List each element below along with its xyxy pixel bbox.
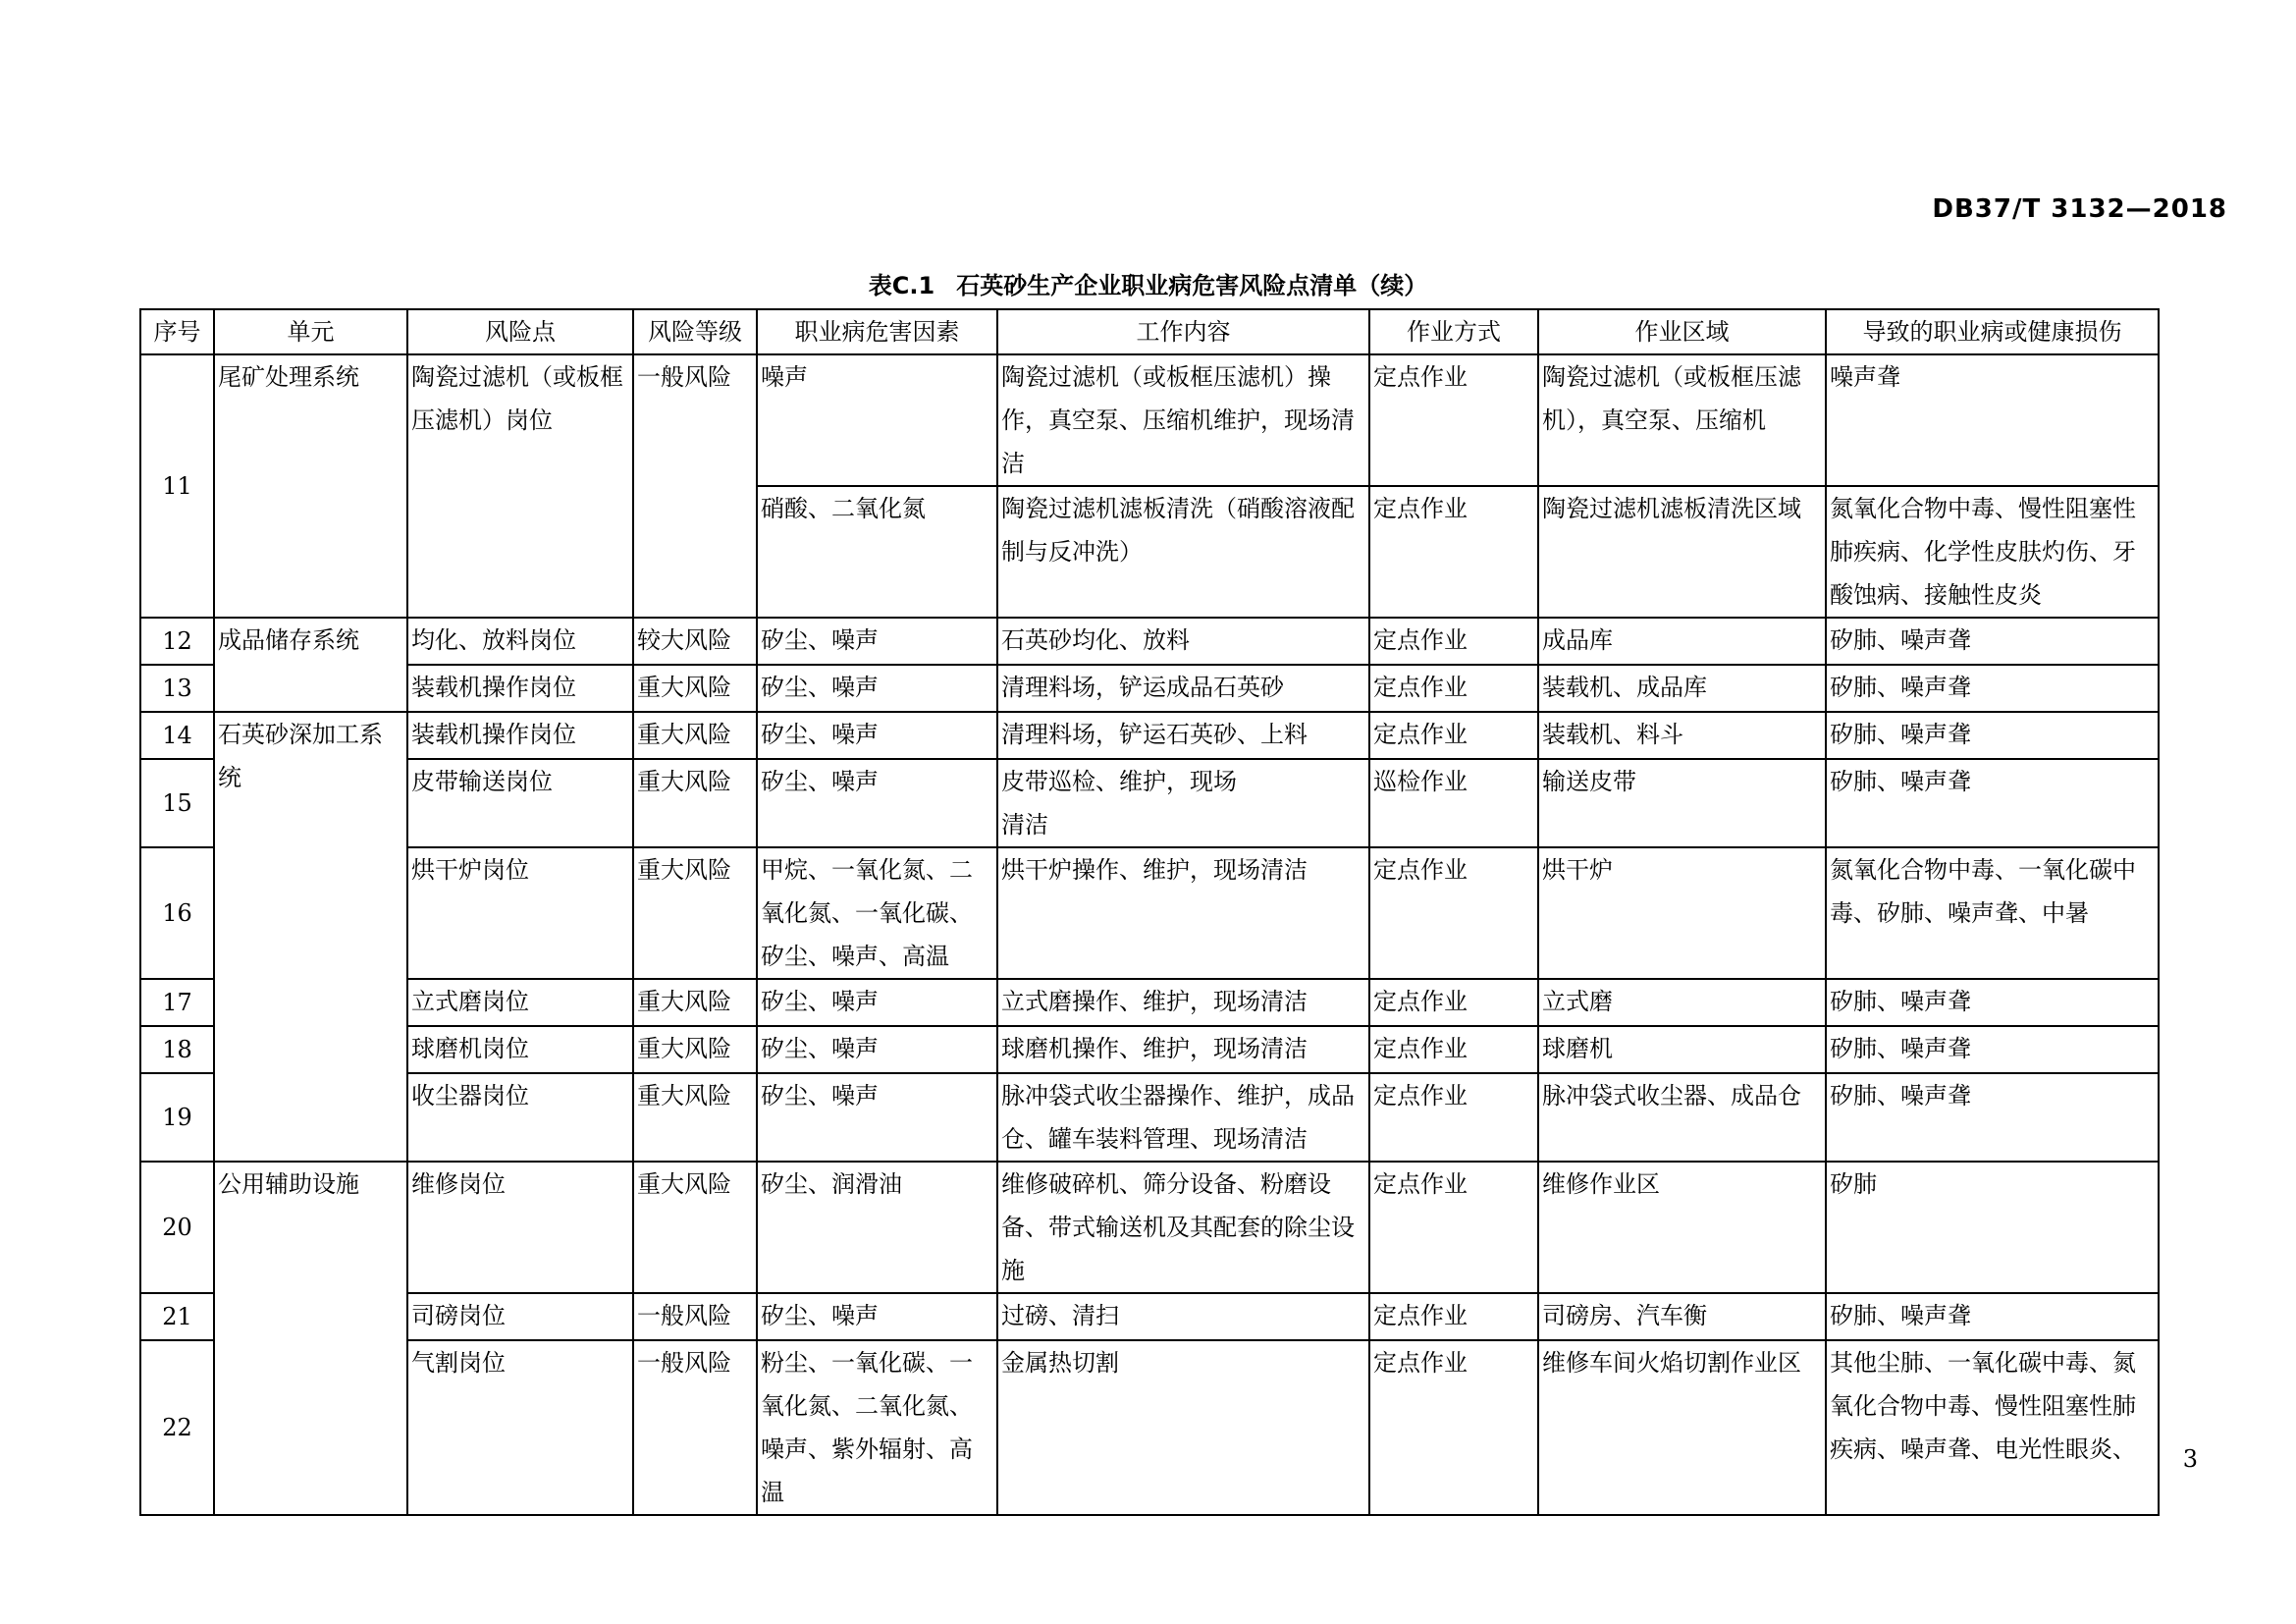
cell-work-mode: 定点作业 <box>1369 665 1538 712</box>
cell-work-content: 陶瓷过滤机滤板清洗（硝酸溶液配制与反冲洗） <box>997 486 1369 618</box>
cell-disease: 矽肺、噪声聋 <box>1826 665 2159 712</box>
cell-work-mode: 定点作业 <box>1369 1293 1538 1340</box>
col-header-risk-level: 风险等级 <box>633 309 757 354</box>
cell-no: 20 <box>140 1162 214 1293</box>
cell-risk-point: 立式磨岗位 <box>407 979 633 1026</box>
cell-no: 13 <box>140 665 214 712</box>
cell-no: 14 <box>140 712 214 759</box>
cell-hazard-factor: 矽尘、噪声 <box>757 618 997 665</box>
cell-no: 15 <box>140 759 214 847</box>
cell-risk-level: 一般风险 <box>633 1293 757 1340</box>
cell-disease: 矽肺、噪声聋 <box>1826 712 2159 759</box>
cell-risk-point: 装载机操作岗位 <box>407 665 633 712</box>
cell-work-mode: 定点作业 <box>1369 1162 1538 1293</box>
cell-risk-level: 一般风险 <box>633 1340 757 1515</box>
cell-work-content: 金属热切割 <box>997 1340 1369 1515</box>
col-header-work-mode: 作业方式 <box>1369 309 1538 354</box>
col-header-disease: 导致的职业病或健康损伤 <box>1826 309 2159 354</box>
table-row-16 <box>140 847 2159 979</box>
table-title: 石英砂生产企业职业病危害风险点清单（续） <box>956 272 1428 299</box>
cell-work-mode: 定点作业 <box>1369 979 1538 1026</box>
table-number: 表C.1 <box>868 272 935 299</box>
cell-work-content: 清理料场，铲运成品石英砂 <box>997 665 1369 712</box>
col-header-unit: 单元 <box>214 309 407 354</box>
col-header-no: 序号 <box>140 309 214 354</box>
cell-work-area: 维修车间火焰切割作业区 <box>1538 1340 1826 1515</box>
cell-risk-point: 装载机操作岗位 <box>407 712 633 759</box>
cell-risk-point: 收尘器岗位 <box>407 1073 633 1162</box>
cell-work-area: 装载机、成品库 <box>1538 665 1826 712</box>
col-header-hazard-factor: 职业病危害因素 <box>757 309 997 354</box>
cell-work-content: 维修破碎机、筛分设备、粉磨设备、带式输送机及其配套的除尘设施 <box>997 1162 1369 1293</box>
table-row-15 <box>140 759 2159 847</box>
cell-unit: 石英砂深加工系统 <box>214 712 407 1162</box>
table-row-22 <box>140 1340 2159 1515</box>
work-content-line: 清洁 <box>1001 811 1048 839</box>
cell-work-mode: 定点作业 <box>1369 712 1538 759</box>
cell-hazard-factor: 甲烷、一氧化氮、二氧化氮、一氧化碳、矽尘、噪声、高温 <box>757 847 997 979</box>
cell-no: 17 <box>140 979 214 1026</box>
page-number: 3 <box>2182 1445 2198 1473</box>
cell-work-content: 球磨机操作、维护，现场清洁 <box>997 1026 1369 1073</box>
cell-hazard-factor: 矽尘、噪声 <box>757 1073 997 1162</box>
cell-no: 19 <box>140 1073 214 1162</box>
cell-disease: 矽肺、噪声聋 <box>1826 759 2159 847</box>
cell-risk-level: 重大风险 <box>633 759 757 847</box>
cell-work-area: 烘干炉 <box>1538 847 1826 979</box>
table-header-row <box>140 309 2159 354</box>
cell-work-content: 烘干炉操作、维护，现场清洁 <box>997 847 1369 979</box>
cell-risk-point: 气割岗位 <box>407 1340 633 1515</box>
cell-work-area: 装载机、料斗 <box>1538 712 1826 759</box>
cell-no: 18 <box>140 1026 214 1073</box>
cell-hazard-factor: 硝酸、二氧化氮 <box>757 486 997 618</box>
cell-work-content: 立式磨操作、维护，现场清洁 <box>997 979 1369 1026</box>
cell-disease: 矽肺 <box>1826 1162 2159 1293</box>
cell-risk-level: 重大风险 <box>633 847 757 979</box>
cell-risk-level: 重大风险 <box>633 1073 757 1162</box>
cell-disease: 矽肺、噪声聋 <box>1826 618 2159 665</box>
table-row-12 <box>140 618 2159 665</box>
cell-unit: 公用辅助设施 <box>214 1162 407 1515</box>
cell-work-area: 维修作业区 <box>1538 1162 1826 1293</box>
cell-work-mode: 定点作业 <box>1369 1073 1538 1162</box>
risk-table <box>139 308 2160 1516</box>
cell-work-content: 石英砂均化、放料 <box>997 618 1369 665</box>
cell-disease: 噪声聋 <box>1826 354 2159 486</box>
cell-risk-point: 均化、放料岗位 <box>407 618 633 665</box>
cell-risk-point: 陶瓷过滤机（或板框压滤机）岗位 <box>407 354 633 618</box>
cell-risk-point: 维修岗位 <box>407 1162 633 1293</box>
cell-hazard-factor: 矽尘、噪声 <box>757 712 997 759</box>
cell-work-mode: 定点作业 <box>1369 847 1538 979</box>
cell-disease: 矽肺、噪声聋 <box>1826 1026 2159 1073</box>
cell-risk-level: 较大风险 <box>633 618 757 665</box>
cell-risk-level: 重大风险 <box>633 665 757 712</box>
cell-hazard-factor: 粉尘、一氧化碳、一氧化氮、二氧化氮、噪声、紫外辐射、高温 <box>757 1340 997 1515</box>
cell-disease: 氮氧化合物中毒、一氧化碳中毒、矽肺、噪声聋、中暑 <box>1826 847 2159 979</box>
cell-hazard-factor: 矽尘、噪声 <box>757 759 997 847</box>
col-header-work-area: 作业区域 <box>1538 309 1826 354</box>
col-header-risk-point: 风险点 <box>407 309 633 354</box>
cell-work-area: 脉冲袋式收尘器、成品仓 <box>1538 1073 1826 1162</box>
cell-risk-level: 重大风险 <box>633 1162 757 1293</box>
cell-hazard-factor: 矽尘、噪声 <box>757 979 997 1026</box>
cell-work-mode: 巡检作业 <box>1369 759 1538 847</box>
cell-work-area: 立式磨 <box>1538 979 1826 1026</box>
cell-work-area: 陶瓷过滤机滤板清洗区域 <box>1538 486 1826 618</box>
cell-risk-level: 重大风险 <box>633 712 757 759</box>
cell-hazard-factor: 矽尘、噪声 <box>757 1026 997 1073</box>
cell-no: 22 <box>140 1340 214 1515</box>
cell-risk-level: 一般风险 <box>633 354 757 618</box>
cell-disease: 其他尘肺、一氧化碳中毒、氮氧化合物中毒、慢性阻塞性肺疾病、噪声聋、电光性眼炎、 <box>1826 1340 2159 1515</box>
cell-work-content <box>997 759 1369 847</box>
cell-risk-level: 重大风险 <box>633 1026 757 1073</box>
cell-hazard-factor: 矽尘、润滑油 <box>757 1162 997 1293</box>
cell-unit: 成品储存系统 <box>214 618 407 712</box>
cell-no: 16 <box>140 847 214 979</box>
cell-work-area: 输送皮带 <box>1538 759 1826 847</box>
cell-work-mode: 定点作业 <box>1369 486 1538 618</box>
cell-work-area: 司磅房、汽车衡 <box>1538 1293 1826 1340</box>
cell-hazard-factor: 矽尘、噪声 <box>757 665 997 712</box>
cell-risk-point: 烘干炉岗位 <box>407 847 633 979</box>
cell-work-content: 陶瓷过滤机（或板框压滤机）操作，真空泵、压缩机维护，现场清洁 <box>997 354 1369 486</box>
table-row-19 <box>140 1073 2159 1162</box>
table-caption <box>0 266 2296 300</box>
cell-work-mode: 定点作业 <box>1369 1340 1538 1515</box>
cell-work-content: 脉冲袋式收尘器操作、维护，成品仓、罐车装料管理、现场清洁 <box>997 1073 1369 1162</box>
cell-disease: 矽肺、噪声聋 <box>1826 1293 2159 1340</box>
cell-disease: 氮氧化合物中毒、慢性阻塞性肺疾病、化学性皮肤灼伤、牙酸蚀病、接触性皮炎 <box>1826 486 2159 618</box>
cell-risk-point: 球磨机岗位 <box>407 1026 633 1073</box>
cell-disease: 矽肺、噪声聋 <box>1826 979 2159 1026</box>
table-row-13 <box>140 665 2159 712</box>
table-row-20 <box>140 1162 2159 1293</box>
table-row-18 <box>140 1026 2159 1073</box>
cell-work-mode: 定点作业 <box>1369 354 1538 486</box>
cell-risk-point: 司磅岗位 <box>407 1293 633 1340</box>
cell-no: 11 <box>140 354 214 618</box>
table-row-17 <box>140 979 2159 1026</box>
cell-unit: 尾矿处理系统 <box>214 354 407 618</box>
cell-work-area: 球磨机 <box>1538 1026 1826 1073</box>
cell-hazard-factor: 矽尘、噪声 <box>757 1293 997 1340</box>
table-row-21 <box>140 1293 2159 1340</box>
document-id: DB37/T 3132—2018 <box>1932 194 2227 224</box>
cell-work-area: 成品库 <box>1538 618 1826 665</box>
cell-hazard-factor: 噪声 <box>757 354 997 486</box>
table-row-11 <box>140 354 2159 486</box>
cell-work-content: 清理料场，铲运石英砂、上料 <box>997 712 1369 759</box>
cell-risk-point: 皮带输送岗位 <box>407 759 633 847</box>
cell-work-mode: 定点作业 <box>1369 1026 1538 1073</box>
cell-risk-level: 重大风险 <box>633 979 757 1026</box>
work-content-line: 皮带巡检、维护，现场 <box>1001 768 1237 795</box>
cell-disease: 矽肺、噪声聋 <box>1826 1073 2159 1162</box>
cell-work-area: 陶瓷过滤机（或板框压滤机），真空泵、压缩机 <box>1538 354 1826 486</box>
cell-work-content: 过磅、清扫 <box>997 1293 1369 1340</box>
col-header-work-content: 工作内容 <box>997 309 1369 354</box>
cell-no: 12 <box>140 618 214 665</box>
table-row-14 <box>140 712 2159 759</box>
cell-work-mode: 定点作业 <box>1369 618 1538 665</box>
cell-no: 21 <box>140 1293 214 1340</box>
